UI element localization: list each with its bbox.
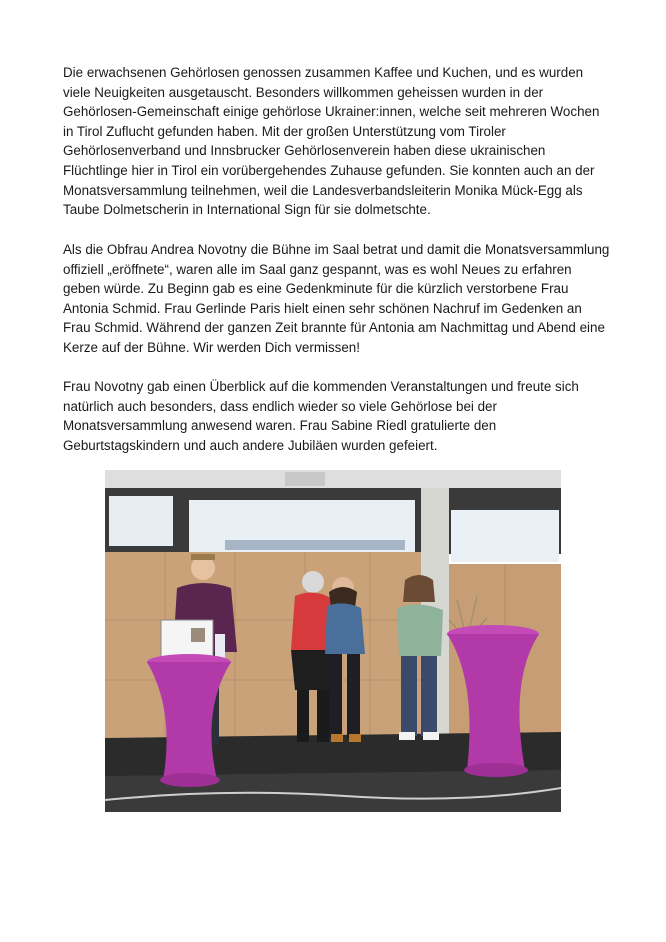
stage-photo-illustration xyxy=(105,470,561,812)
window-pane-right xyxy=(451,510,559,562)
event-photo xyxy=(105,470,561,812)
memorial-board xyxy=(161,620,213,658)
paragraph-1: Die erwachsenen Gehörlosen genossen zusammen Kaffee und Kuchen, und es wurden viele Neuigkeiten ausgetauscht. Besonders willkommen geheissen wurden in der Gehörlosen-Gemeinschaft einige gehörlose Ukrainer:innen, welche seit mehreren Wochen in Tirol Zuflucht gefunden haben. Mit der großen Unterstützung vom Tiroler Gehörlosenverband und Innsbrucker Gehörlosenverein haben diese ukrainischen Flüchtlinge hier in Tirol ein vorübergehendes Zuhause gefunden. Sie konnten auch an der Monatsversammlung teilnehmen, weil die Landesverbandsleiterin Monika Mück-Egg als Taube Dolmetscherin in International Sign für sie dolmetschte. xyxy=(63,65,600,218)
window-pane-left xyxy=(109,496,173,546)
window-reflection xyxy=(225,540,405,550)
paragraph-2: Als die Obfrau Andrea Novotny die Bühne im Saal betrat und damit die Monatsversammlung offiziell „eröffnete“, waren alle im Saal ganz gespannt, was es wohl Neues zu erfahren geben würde. Zu Beginn gab es eine Gedenkminute für die kürzlich verstorbene Frau Antonia Schmid. Frau Gerlinde Paris hielt einen sehr schönen Nachruf im Gedenken an Frau Schmid. Während der ganzen Zeit brannte für Antonia am Nachmittag und Abend eine Kerze auf der Bühne. Wir werden Dich vermissen! xyxy=(63,242,610,355)
wood-wall-left xyxy=(105,552,421,744)
ceiling-speaker xyxy=(285,472,325,486)
paragraph-3: Frau Novotny gab einen Überblick auf die kommenden Veranstaltungen und freute sich natürlich auch besonders, dass endlich wieder so viele Gehörlose bei der Monatsversammlung anwesend waren. Frau Sabine Riedl gratulierte den Geburtstagskindern und auch andere Jubiläen wurden gefeiert. xyxy=(63,379,579,453)
memorial-portrait xyxy=(191,628,205,642)
candle-jar xyxy=(215,634,225,658)
